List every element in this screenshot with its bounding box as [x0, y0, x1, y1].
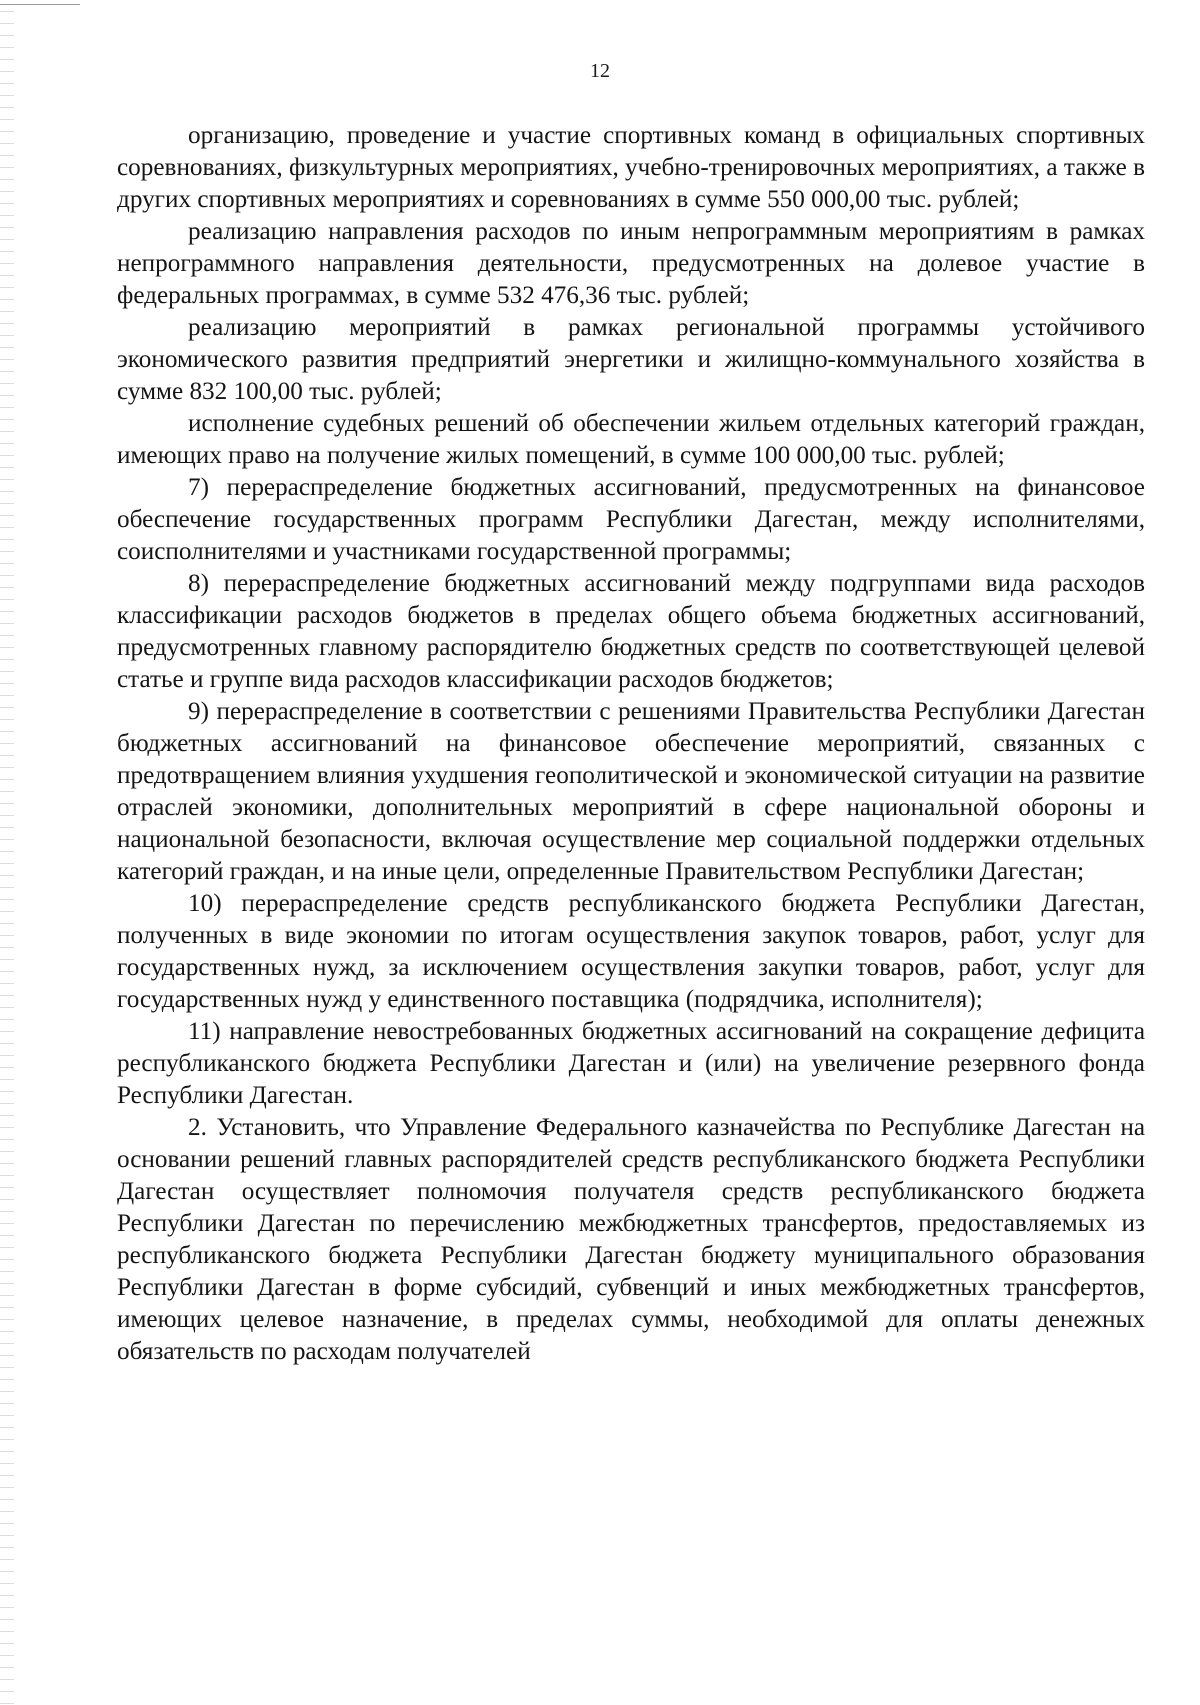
- paragraph-item-9: 9) перераспределение в соответствии с решениями Правительства Республики Дагестан бюджетных ассигнований на финансовое обеспечение мероприятий, связанных с предотвращением влияния ухудшения геополитической и экономической ситуации на развитие отраслей экономики, дополнительных мероприятий в сфере национальной обороны и национальной безопасности, включая осуществление мер социальной поддержки отдельных категорий граждан, и на иные цели, определенные Правительством Республики Дагестан;: [117, 698, 1145, 885]
- paragraph-non-program-measures: реализацию направления расходов по иным непрограммным мероприятиям в рамках непрограммного направления деятельности, предусмотренных на долевое участие в федеральных программах, в сумме 532 476,36 тыс. рублей;: [117, 218, 1145, 309]
- scan-edge-left: [0, 0, 14, 1705]
- page-number: 12: [590, 60, 610, 82]
- paragraph-item-11: 11) направление невостребованных бюджетных ассигнований на сокращение дефицита республиканского бюджета Республики Дагестан и (или) на увеличение резервного фонда Республики Дагестан.: [117, 1018, 1145, 1109]
- paragraph-item-7: 7) перераспределение бюджетных ассигнований, предусмотренных на финансовое обеспечение государственных программ Республики Дагестан, между исполнителями, соисполнителями и участниками государственной программы;: [117, 474, 1145, 565]
- paragraph-item-8: 8) перераспределение бюджетных ассигнований между подгруппами вида расходов классификации расходов бюджетов в пределах общего объема бюджетных ассигнований, предусмотренных главному распорядителю бюджетных средств по соответствующей целевой статье и группе вида расходов классификации расходов бюджетов;: [117, 570, 1145, 693]
- paragraph-court-decisions: исполнение судебных решений об обеспечении жильем отдельных категорий граждан, имеющих право на получение жилых помещений, в сумме 100 000,00 тыс. рублей;: [117, 410, 1145, 469]
- paragraph-section-2: 2. Установить, что Управление Федерального казначейства по Республике Дагестан на основании решений главных распорядителей средств республиканского бюджета Республики Дагестан осуществляет полномочия получателя средств республиканского бюджета Республики Дагестан по перечислению межбюджетных трансфертов, предоставляемых из республиканского бюджета Республики Дагестан бюджету муниципального образования Республики Дагестан в форме субсидий, субвенций и иных межбюджетных трансфертов, имеющих целевое назначение, в пределах суммы, необходимой для оплаты денежных обязательств по расходам получателей: [117, 1114, 1145, 1365]
- paragraph-item-10: 10) перераспределение средств республиканского бюджета Республики Дагестан, полученных в виде экономии по итогам осуществления закупок товаров, работ, услуг для государственных нужд, за исключением осуществления закупки товаров, работ, услуг для государственных нужд у единственного поставщика (подрядчика, исполнителя);: [117, 890, 1145, 1013]
- paragraph-sports-events: организацию, проведение и участие спортивных команд в официальных спортивных соревнованиях, физкультурных мероприятиях, учебно-тренировочных мероприятиях, а также в других спортивных мероприятиях и соревнованиях в сумме 550 000,00 тыс. рублей;: [117, 122, 1145, 213]
- document-body: [117, 120, 1145, 1368]
- scan-edge-top: [0, 4, 80, 5]
- paragraph-regional-program: реализацию мероприятий в рамках региональной программы устойчивого экономического развития предприятий энергетики и жилищно-коммунального хозяйства в сумме 832 100,00 тыс. рублей;: [117, 314, 1145, 405]
